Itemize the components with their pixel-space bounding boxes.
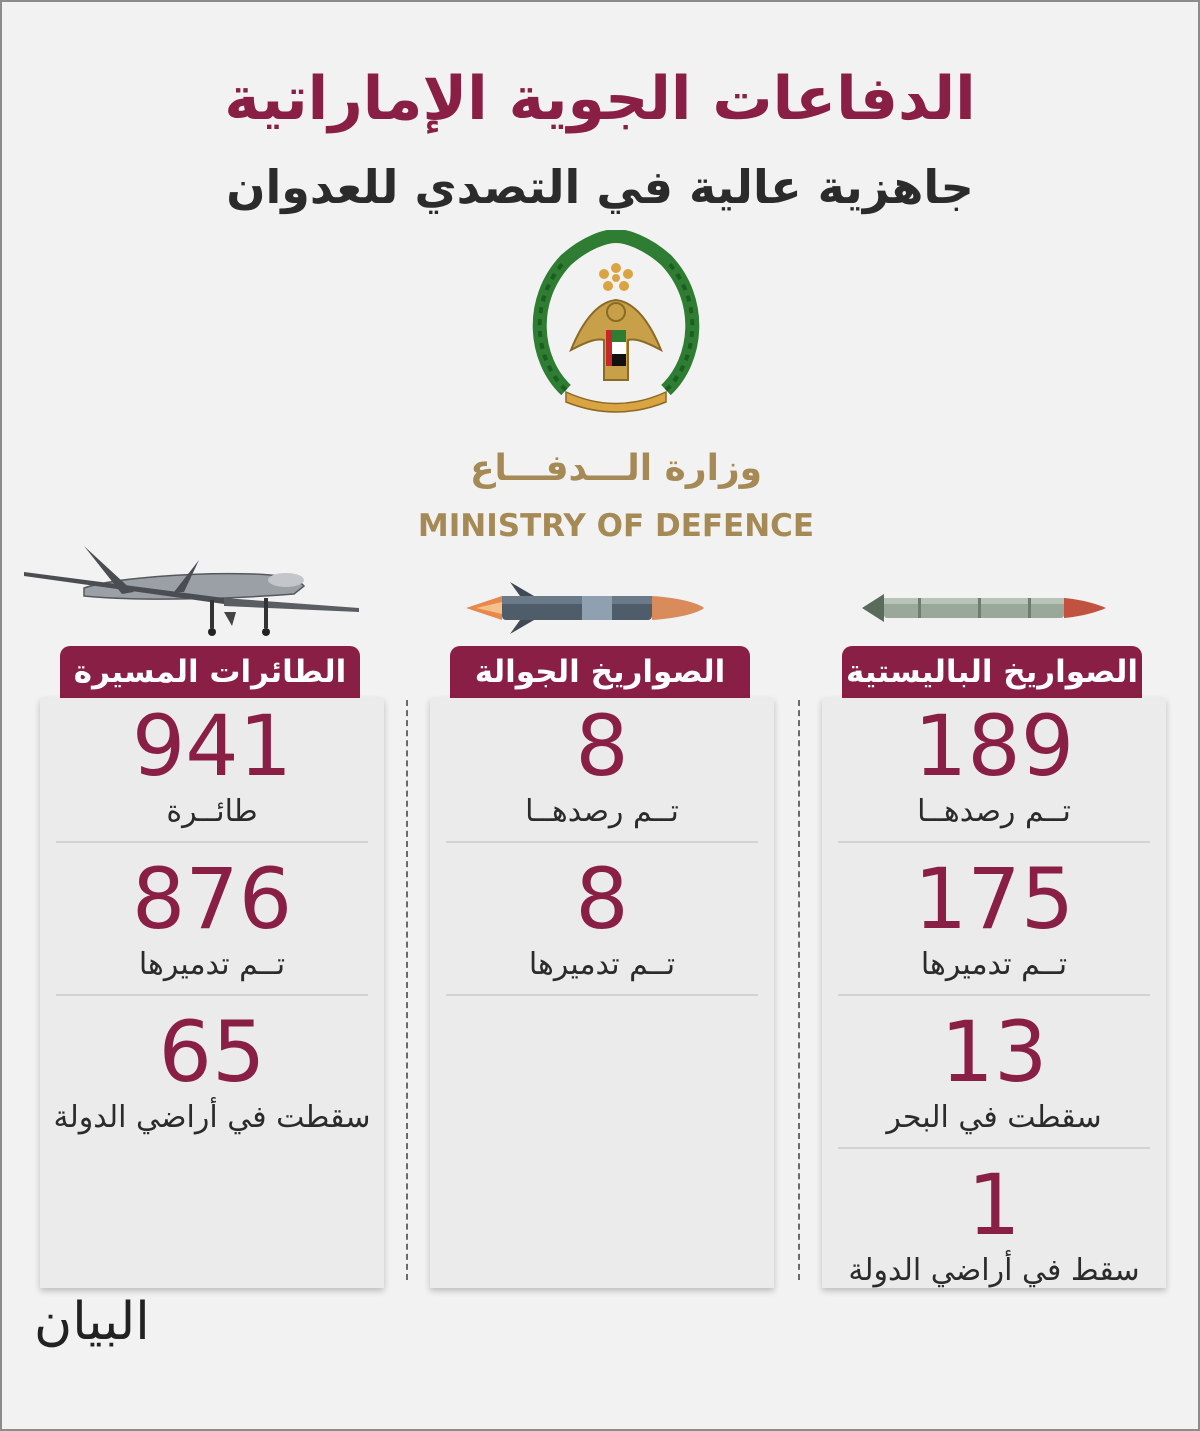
stat-label: تــم رصدهــا [525,794,679,829]
column-drones [40,646,384,1288]
stat-label: تــم تدميرها [920,947,1068,982]
stats-card [430,698,774,1288]
ballistic-missile-icon [858,588,1108,628]
stat-value: 8 [575,850,629,948]
divider [838,1147,1150,1149]
divider [56,994,368,996]
ministry-name-english: MINISTRY OF DEFENCE [417,508,815,544]
stat-value: 13 [940,1003,1048,1101]
column-ballistic-missiles [822,646,1166,1288]
column-separator [798,700,800,1280]
stat-item [430,698,774,852]
column-title: الصواريخ الجوالة [450,646,750,698]
stat-label: طائــرة [166,794,258,829]
page-subtitle: جاهزية عالية في التصدي للعدوان [226,160,974,214]
stat-label: تــم تدميرها [138,947,286,982]
stat-item [822,698,1166,852]
publisher-logo: البيان [34,1292,150,1352]
stat-label: تــم رصدهــا [917,794,1071,829]
divider [446,841,758,843]
ministry-emblem-icon [526,230,706,420]
column-title: الصواريخ الباليستية [842,646,1142,698]
stat-value: 65 [158,1003,266,1101]
stat-item [40,851,384,1005]
page-title: الدفاعات الجوية الإماراتية [224,64,976,134]
stat-value: 876 [131,850,293,948]
column-title: الطائرات المسيرة [60,646,360,698]
stat-item [822,851,1166,1005]
stat-item [822,1157,1166,1311]
divider [838,841,1150,843]
stats-card [40,698,384,1288]
stat-value: 1 [967,1156,1021,1254]
stat-value: 8 [575,697,629,795]
divider [446,994,758,996]
stat-item [822,1004,1166,1158]
cruise-missile-icon [462,580,706,636]
ministry-name-arabic: وزارة الـــدفـــاع [469,448,763,489]
stat-label: سقطت في أراضي الدولة [53,1100,371,1135]
stat-value: 189 [913,697,1075,795]
divider [56,841,368,843]
stat-label: سقطت في البحر [886,1100,1102,1135]
stat-value: 175 [913,850,1075,948]
stat-value: 941 [131,697,293,795]
stat-label: سقط في أراضي الدولة [848,1253,1140,1288]
column-separator [406,700,408,1280]
stat-item [40,698,384,852]
stat-label: تــم تدميرها [528,947,676,982]
stat-item [40,1004,384,1158]
drone-icon [24,540,364,645]
stats-card [822,698,1166,1288]
stat-item [430,851,774,1005]
column-cruise-missiles [430,646,774,1288]
divider [838,994,1150,996]
